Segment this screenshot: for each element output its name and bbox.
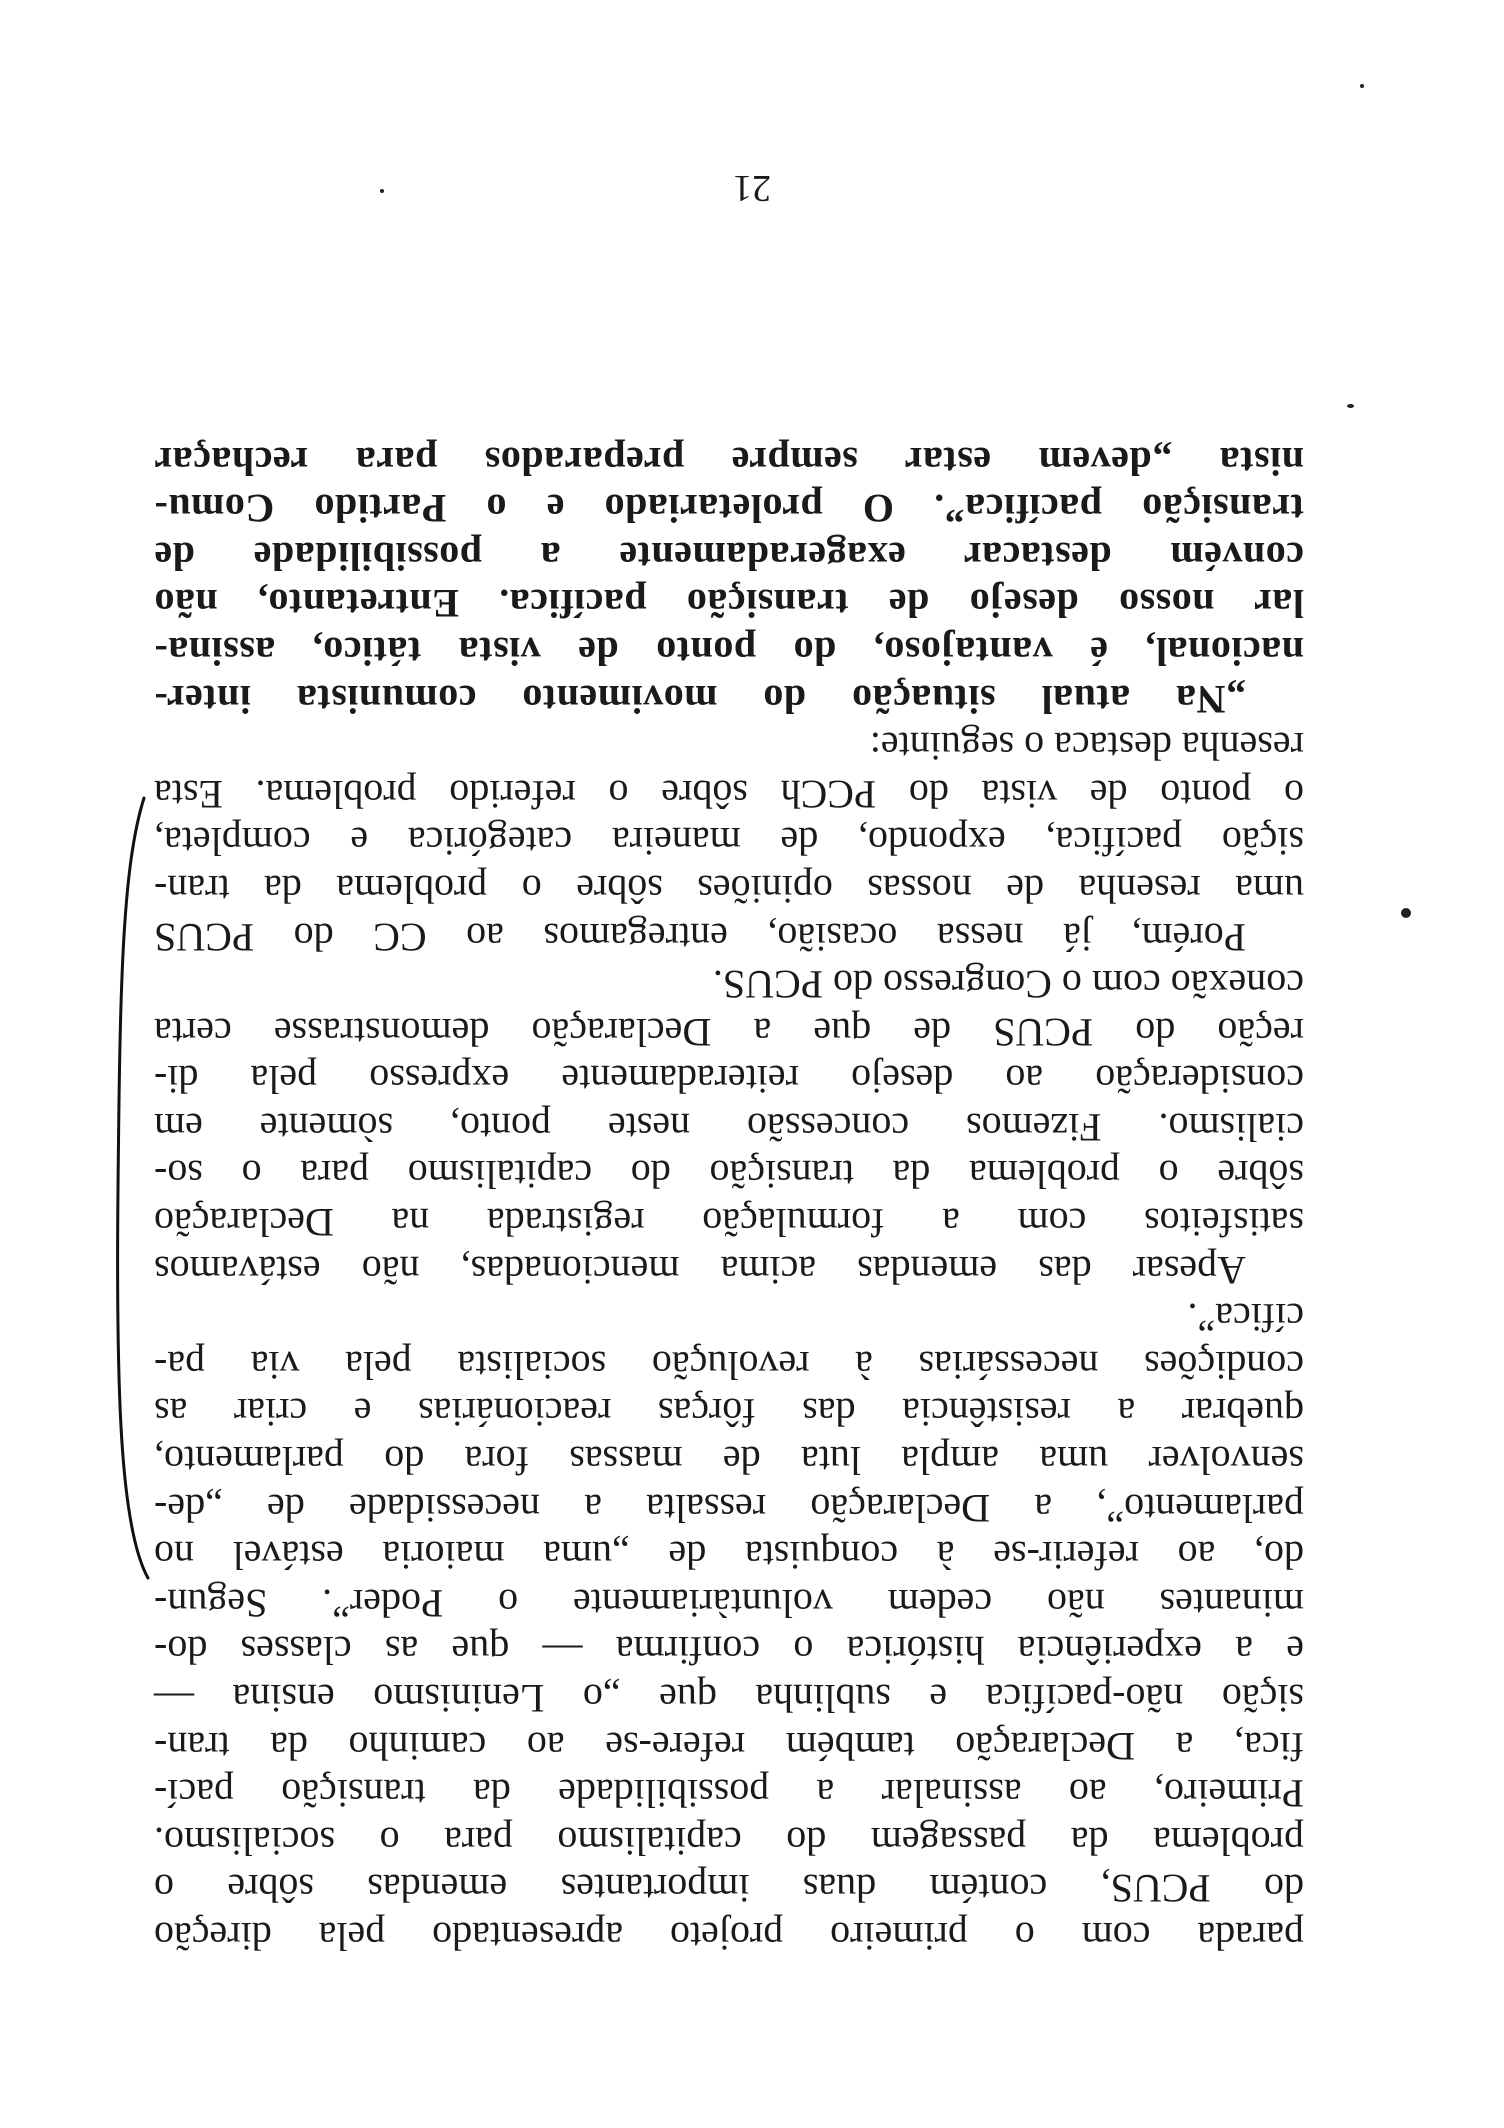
text-line: problema da passagem do capitalismo para o socialismo. [154,1818,1304,1864]
ink-speck [380,189,384,193]
ink-speck [1347,404,1354,408]
quote-line: nacional, é vantajoso, do ponto de vista tático, assina- [154,628,1304,674]
text-line: sição não-pacífica e sublinha que „o Leninismo ensina — [154,1676,1304,1722]
text-line: uma resenha de nossas opiniões sôbre o problema da tran- [154,866,1304,912]
text-line: resenha destaca o seguinte: [869,724,1304,770]
text-line: do PCUS, contém duas importantes emendas sôbre o [154,1866,1304,1912]
text-line: do, ao referir-se à conquista de „uma maioria estável no [154,1533,1304,1579]
text-line: satisfeitos com a formulação registrada na Declaração [154,1200,1304,1246]
text-line: minantes não cedem voluntàriamente o Poder”. Segun- [154,1580,1304,1626]
paragraph-start: Porém, já nessa ocasião, entregamos ao CC do PCUS [154,914,1246,960]
text-line: parlamento”, a Declaração ressalta a necessidade de „de- [154,1485,1304,1531]
body-text [154,437,1304,1960]
paragraph-start: Apesar das emendas acima mencionadas, não estávamos [154,1247,1246,1293]
ink-speck [1401,908,1411,918]
text-line: o ponto de vista do PCCh sôbre o referido problema. Esta [154,771,1304,817]
quote-line: nista „devem estar sempre preparados para rechaçar [154,438,1304,484]
text-line: e a experiência histórica o confirma — que as classes do- [154,1628,1304,1674]
text-line: condições necessárias à revolução socialista pela via pa- [154,1342,1304,1388]
page-number: 21 [733,167,771,209]
quote-line: convém destacar exageradamente a possibilidade de [154,533,1304,579]
text-line: sôbre o problema da transição do capitalismo para o so- [154,1152,1304,1198]
text-line: conexão com o Congresso do PCUS. [712,962,1304,1008]
text-line: senvolver uma ampla luta de massas fora do parlamento, [154,1438,1304,1484]
text-line: consideração ao desejo reiteradamente expresso pela di- [154,1057,1304,1103]
ink-speck [1360,84,1364,88]
text-line: cífica”. [1187,1295,1304,1341]
text-line: Primeiro, ao assinalar a possibilidade da transição pací- [154,1771,1304,1817]
text-line: sição pacífica, expondo, de maneira categórica e completa, [154,819,1304,865]
text-line: parada com o primeiro projeto apresentado pela direção [154,1914,1304,1959]
text-line: fica, a Declaração também refere-se ao caminho da tran- [154,1723,1304,1769]
text-line: quebrar a resistência das fôrças reacionárias e criar as [154,1390,1304,1436]
quote-line: transição pacífica”. O proletariado e o Partido Comu- [154,486,1304,532]
margin-bracket-mark [96,788,156,1588]
quote-line: „Na atual situação do movimento comunista inter- [154,676,1246,722]
text-line: cialismo. Fizemos concessão neste ponto, sòmente em [154,1104,1304,1150]
text-line: reção do PCUS de que a Declaração demonstrasse certa [154,1009,1304,1055]
quote-line: lar nosso desejo de transição pacífica. Entretanto, não [154,581,1304,627]
